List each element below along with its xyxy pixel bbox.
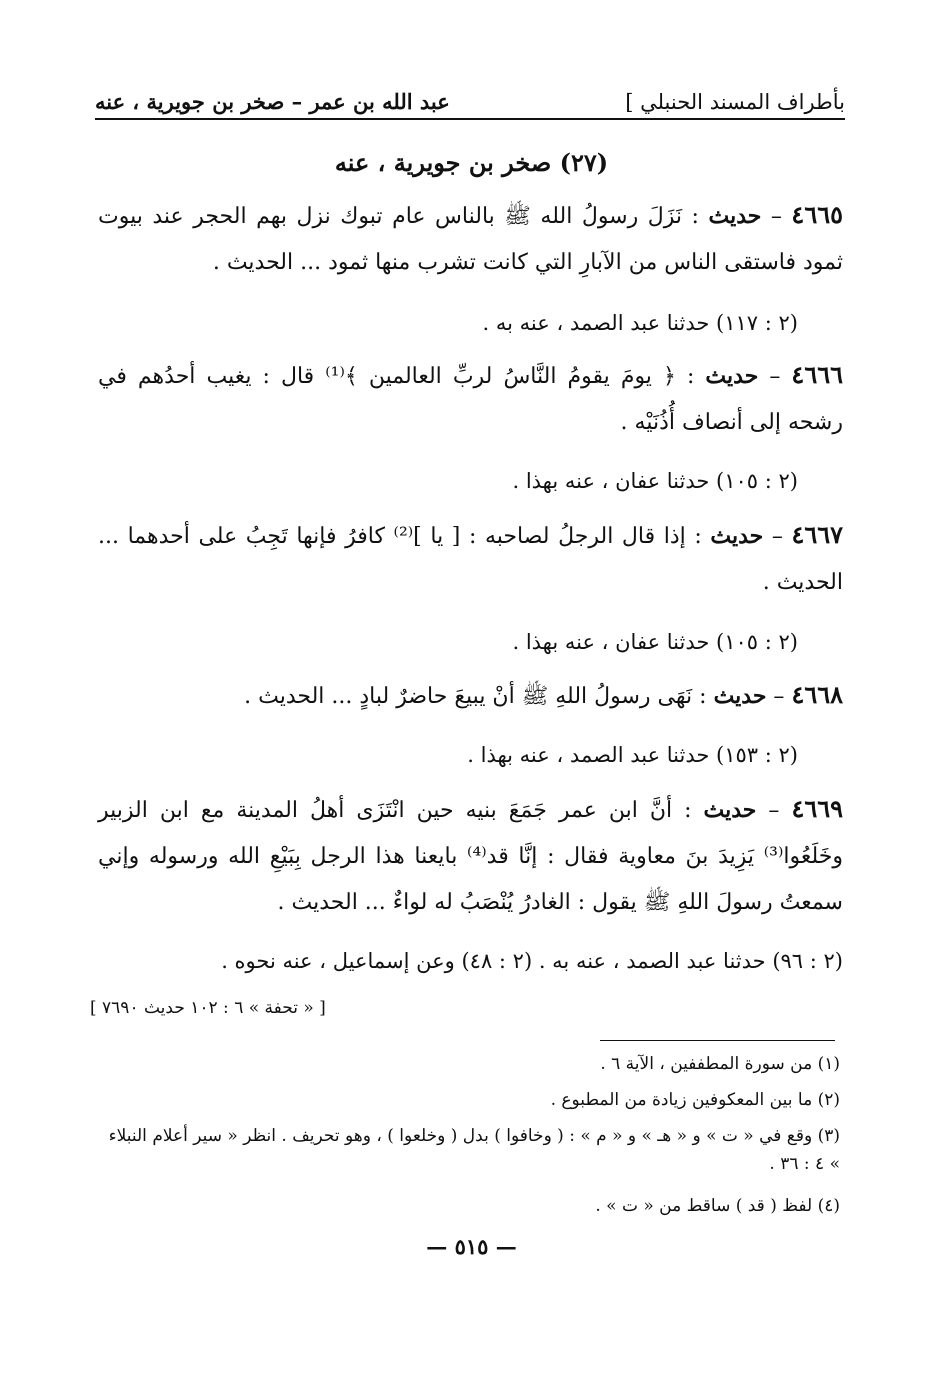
hadith-label: حديث (710, 523, 764, 549)
hadith-text: : نَزَلَ رسولُ الله ﷺ بالناس عام تبوك نزل بهم الحجر عند بيوت ثمود فاستقى الناس من الآبارِ التي كانت تشرب منها ثمود ... الحديث . (98, 204, 843, 275)
hadith-label: حديث (708, 203, 762, 229)
footnote: (٤) لفظ ( قد ) ساقط من « ت » . (595, 1196, 840, 1216)
hadith-reference: (٢ : ١٠٥) حدثنا عفان ، عنه بهذا . (512, 630, 798, 654)
page-number: — ٥١٥ — (426, 1234, 517, 1259)
hadith-entry: ٤٦٦٥ – حديث : نَزَلَ رسولُ الله ﷺ بالناس عام تبوك نزل بهم الحجر عند بيوت ثمود فاستقى الناس من الآبارِ التي كانت تشرب منها ثمود ... الحديث . (98, 200, 843, 275)
hadith-label: حديث (703, 797, 757, 823)
hadith-reference: (٢ : ١١٧) حدثنا عبد الصمد ، عنه به . (482, 311, 798, 335)
hadith-text: : نَهَى رسولُ اللهِ ﷺ أنْ يبيعَ حاضرٌ لبادٍ ... الحديث . (244, 684, 707, 709)
hadith-text: : ﴿ يومَ يقومُ النَّاسُ لربِّ العالمين ﴾⁽¹⁾ قال : يغيب أحدُهم في رشحه إلى أنصاف أُذُنَيْه . (98, 364, 843, 435)
hadith-number: ٤٦٦٧ (791, 520, 844, 549)
section-title: (٢٧) صخر بن جويرية ، عنه (334, 148, 609, 177)
hadith-number: ٤٦٦٦ (791, 360, 843, 389)
footnote: (١) من سورة المطففين ، الآية ٦ . (600, 1054, 840, 1074)
hadith-reference: (٢ : ١٥٣) حدثنا عبد الصمد ، عنه بهذا . (467, 743, 798, 767)
hadith-entry: ٤٦٦٨ – حديث : نَهَى رسولُ اللهِ ﷺ أنْ يبيعَ حاضرٌ لبادٍ ... الحديث . (244, 680, 843, 709)
tuhfa-reference: [ « تحفة » ٦ : ١٠٢ حديث ٧٦٩٠ ] (90, 998, 326, 1018)
hadith-number: ٤٦٦٨ (791, 680, 843, 709)
hadith-number: ٤٦٦٥ (791, 200, 843, 229)
footnote-divider (600, 1040, 835, 1041)
hadith-reference: (٢ : ١٠٥) حدثنا عفان ، عنه بهذا . (512, 469, 798, 493)
footnote: (٢) ما بين المعكوفين زيادة من المطبوع . (550, 1090, 840, 1110)
hadith-entry: ٤٦٦٦ – حديث : ﴿ يومَ يقومُ النَّاسُ لربِّ العالمين ﴾⁽¹⁾ قال : يغيب أحدُهم في رشحه إلى أنصاف أُذُنَيْه . (98, 360, 843, 435)
hadith-label: حديث (705, 363, 759, 389)
hadith-text: : أنَّ ابن عمر جَمَعَ بنيه حين انْتَزَى أهلُ المدينة مع ابن الزبير وخَلَعُوا⁽³⁾ يَزِيدَ بنَ معاوية فقال : إنَّا قد⁽⁴⁾ بايعنا هذا الرجل بِبَيْعِ الله ورسوله وإني سمعتُ رسولَ اللهِ ﷺ يقول : الغادرُ يُنْصَبُ له لواءٌ ... الحديث . (98, 798, 844, 915)
hadith-reference: (٢ : ٩٦) حدثنا عبد الصمد ، عنه به . (٢ : ٤٨) وعن إسماعيل ، عنه نحوه . (221, 949, 843, 973)
hadith-text: : إذا قال الرجلُ لصاحبه : [ يا ]⁽²⁾ كافرُ فإنها تَجِبُ على أحدهما ... الحديث . (98, 524, 843, 595)
book-title: بأطراف المسند الحنبلي ] (625, 90, 845, 114)
hadith-number: ٤٦٦٩ (791, 794, 843, 823)
hadith-entry: ٤٦٦٧ – حديث : إذا قال الرجلُ لصاحبه : [ يا ]⁽²⁾ كافرُ فإنها تَجِبُ على أحدهما ... الحديث . (98, 520, 844, 595)
footnote: (٣) وقع في « ت » و « هـ » و « م » : ( وخافوا ) بدل ( وخلعوا ) ، وهو تحريف . انظر « سير أعلام النبلاء » ٤ : ٣٦ . (108, 1126, 840, 1174)
hadith-label: حديث (713, 683, 767, 709)
running-header (95, 80, 845, 120)
hadith-entry: ٤٦٦٩ – حديث : أنَّ ابن عمر جَمَعَ بنيه حين انْتَزَى أهلُ المدينة مع ابن الزبير وخَلَعُوا⁽³⁾ يَزِيدَ بنَ معاوية فقال : إنَّا قد⁽⁴⁾ بايعنا هذا الرجل بِبَيْعِ الله ورسوله وإني سمعتُ رسولَ اللهِ ﷺ يقول : الغادرُ يُنْصَبُ له لواءٌ ... الحديث . (98, 794, 844, 915)
chapter-title: عبد الله بن عمر – صخر بن جويرية ، عنه (95, 89, 450, 114)
